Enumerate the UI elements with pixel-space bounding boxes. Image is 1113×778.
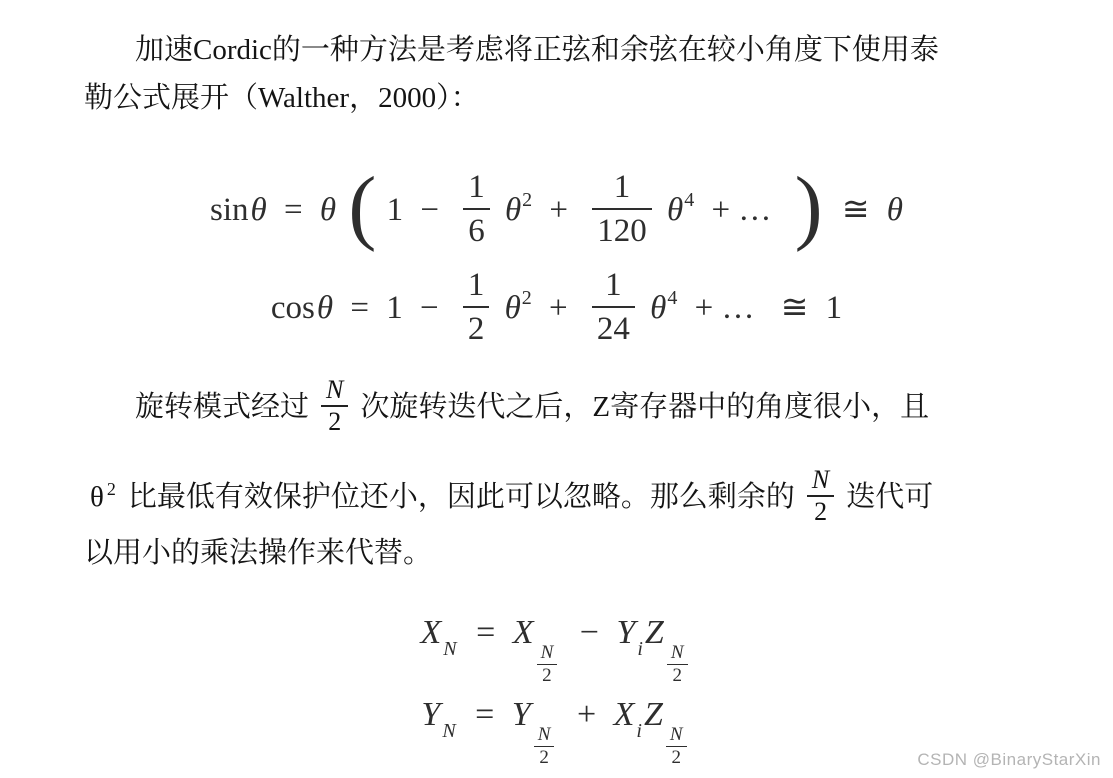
subscript-i: i — [637, 638, 643, 660]
paragraph-intro — [84, 26, 1043, 122]
exponent-2: 2 — [521, 287, 532, 309]
fraction-numerator: N — [669, 724, 683, 746]
term-one: 1 — [386, 290, 403, 326]
fraction-one-120th — [592, 170, 652, 249]
theta-squared-base: θ — [504, 192, 522, 228]
paragraph-rotation-line3: 以用小的乘法操作来代替。 — [84, 537, 433, 569]
fraction-numerator: 1 — [468, 168, 485, 205]
csdn-watermark: CSDN @BinaryStarXin — [917, 750, 1101, 769]
minus-sign: − — [419, 290, 439, 326]
right-parenthesis: ) — [794, 160, 823, 254]
theta-fourth-base: θ — [650, 290, 667, 326]
y-variable: Y — [616, 614, 636, 651]
subscript-fraction-n-over-2 — [666, 725, 687, 769]
paragraph-intro-line1: 加速Cordic的一种方法是考虑将正弦和余弦在较小角度下使用泰 — [135, 34, 939, 66]
subscript-fraction-n-over-2 — [537, 643, 558, 687]
paragraph-rotation-mode — [0, 366, 1113, 576]
fraction-one-24th — [592, 268, 635, 347]
x-variable: X — [512, 614, 534, 651]
inline-fraction-n-over-2 — [321, 375, 348, 437]
exponent-2: 2 — [106, 479, 116, 499]
fraction-denominator: 2 — [537, 664, 558, 687]
inline-fraction-n-over-2 — [807, 465, 834, 527]
fraction-denominator: 24 — [592, 306, 635, 347]
x-variable: X — [613, 696, 635, 733]
x-variable: X — [420, 614, 442, 651]
cos-function-label: cos — [270, 290, 315, 326]
sin-function-label: sin — [210, 192, 249, 228]
equals-sign: = — [475, 696, 495, 733]
paragraph-rotation-line1 — [84, 366, 1113, 448]
subscript-i: i — [636, 720, 642, 742]
fraction-denominator: 2 — [666, 746, 687, 769]
z-variable: Z — [643, 696, 663, 733]
subscript-fraction-n-over-2 — [667, 643, 688, 687]
line1-text-post: 次旋转迭代之后，Z寄存器中的角度很小，且 — [360, 391, 930, 423]
approx-equal-sign: ≅ — [780, 290, 809, 326]
exponent-4: 4 — [684, 189, 695, 211]
fraction-denominator: 2 — [463, 306, 490, 347]
fraction-numerator: N — [540, 642, 554, 664]
paragraph-intro-line2: 勒公式展开（Walther，2000）： — [84, 82, 480, 114]
left-parenthesis: ( — [348, 160, 377, 254]
paragraph-rotation-line2 — [90, 448, 1113, 530]
plus-ellipsis: + … — [711, 192, 772, 228]
fraction-denominator: 2 — [667, 664, 688, 687]
y-variable: Y — [511, 696, 531, 733]
theta-result: θ — [886, 192, 903, 228]
fraction-numerator: 1 — [605, 266, 622, 303]
fraction-numerator: 1 — [467, 266, 485, 303]
plus-ellipsis: + … — [694, 290, 755, 326]
theta-squared-base: θ — [504, 290, 521, 326]
line1-text-pre: 旋转模式经过 — [135, 391, 310, 423]
approx-equal-sign: ≅ — [841, 192, 870, 228]
formula-cos-taylor — [0, 256, 1113, 348]
fraction-denominator: 120 — [592, 208, 652, 249]
theta-symbol: θ — [90, 481, 104, 513]
exponent-2: 2 — [522, 189, 533, 211]
fraction-denominator: 2 — [321, 405, 348, 437]
fraction-denominator: 6 — [463, 208, 490, 249]
fraction-numerator: 1 — [613, 168, 631, 205]
plus-sign: + — [549, 192, 569, 228]
equals-sign: = — [350, 290, 369, 326]
formula-sin-taylor — [0, 152, 1113, 254]
line2-text-post: 迭代可 — [846, 481, 934, 513]
theta-fourth-base: θ — [667, 192, 684, 228]
formula-x-recurrence — [0, 600, 1113, 686]
subscript-fraction-n-over-2 — [534, 725, 555, 769]
z-variable: Z — [644, 614, 664, 651]
y-variable: Y — [421, 696, 441, 733]
theta-coefficient: θ — [319, 192, 337, 228]
fraction-one-half — [463, 268, 490, 347]
minus-sign: − — [579, 614, 599, 651]
subscript-n: N — [442, 720, 456, 742]
equals-sign: = — [283, 192, 303, 228]
fraction-denominator: 2 — [534, 746, 555, 769]
fraction-one-sixth — [463, 170, 490, 249]
theta-squared-inline — [90, 481, 116, 513]
minus-sign: − — [420, 192, 439, 228]
fraction-denominator: 2 — [807, 495, 834, 527]
exponent-4: 4 — [667, 287, 678, 309]
theta-variable: θ — [316, 290, 334, 326]
fraction-numerator: N — [811, 465, 830, 495]
plus-sign: + — [576, 696, 597, 733]
plus-sign: + — [549, 290, 568, 326]
fraction-numerator: N — [537, 724, 551, 746]
line2-text-mid: 比最低有效保护位还小，因此可以忽略。那么剩余的 — [127, 481, 795, 513]
fraction-numerator: N — [326, 375, 344, 405]
subscript-n: N — [443, 638, 457, 660]
result-one: 1 — [825, 290, 843, 326]
equals-sign: = — [476, 614, 496, 651]
theta-variable: θ — [250, 192, 267, 228]
term-one: 1 — [386, 192, 404, 228]
fraction-numerator: N — [670, 642, 684, 664]
